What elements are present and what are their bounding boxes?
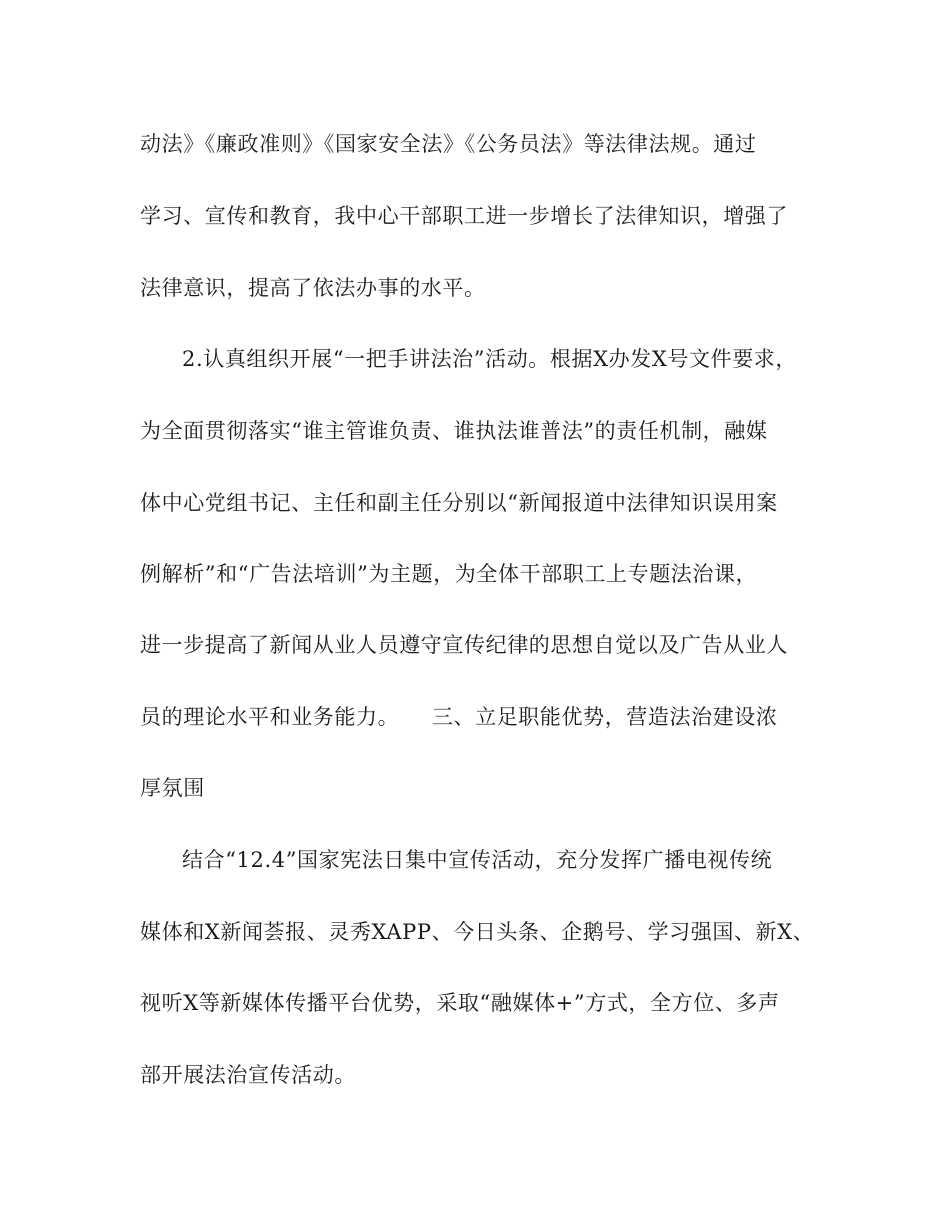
text-line-6: 体中心党组书记、主任和副主任分别以“新闻报道中法律知识误用案	[140, 491, 778, 515]
text-line-14: 部开展法治宣传活动。	[140, 1063, 356, 1087]
paragraph-2-first-line: 2.认真组织开展“一把手讲法治”活动。根据X办发X号文件要求，	[182, 347, 798, 371]
text-line-12: 媒体和X新闻荟报、灵秀XAPP、今日头条、企鹅号、学习强国、新X、	[140, 920, 815, 944]
text-line-9: 员的理论水平和业务能力。 三、立足职能优势，营造法治建设浓	[140, 705, 778, 729]
text-line-8: 进一步提高了新闻从业人员遵守宣传纪律的思想自觉以及广告从业人	[140, 633, 788, 657]
text-line-13: 视听X等新媒体传播平台优势，采取“融媒体+”方式，全方位、多声	[140, 991, 780, 1015]
text-line-1: 动法》《廉政准则》《国家安全法》《公务员法》等法律法规。通过	[140, 132, 757, 156]
section-heading-tail: 厚氛围	[140, 776, 205, 800]
text-line-2: 学习、宣传和教育，我中心干部职工进一步增长了法律知识，增强了	[140, 204, 788, 228]
text-line-3: 法律意识，提高了依法办事的水平。	[140, 276, 486, 300]
text-line-7: 例解析”和“广告法培训”为主题，为全体干部职工上专题法治课，	[140, 562, 758, 586]
paragraph-3-first-line: 结合“12.4”国家宪法日集中宣传活动，充分发挥广播电视传统	[182, 848, 773, 872]
text-line-5: 为全面贯彻落实“谁主管谁负责、谁执法谁普法”的责任机制，融媒	[140, 419, 768, 443]
